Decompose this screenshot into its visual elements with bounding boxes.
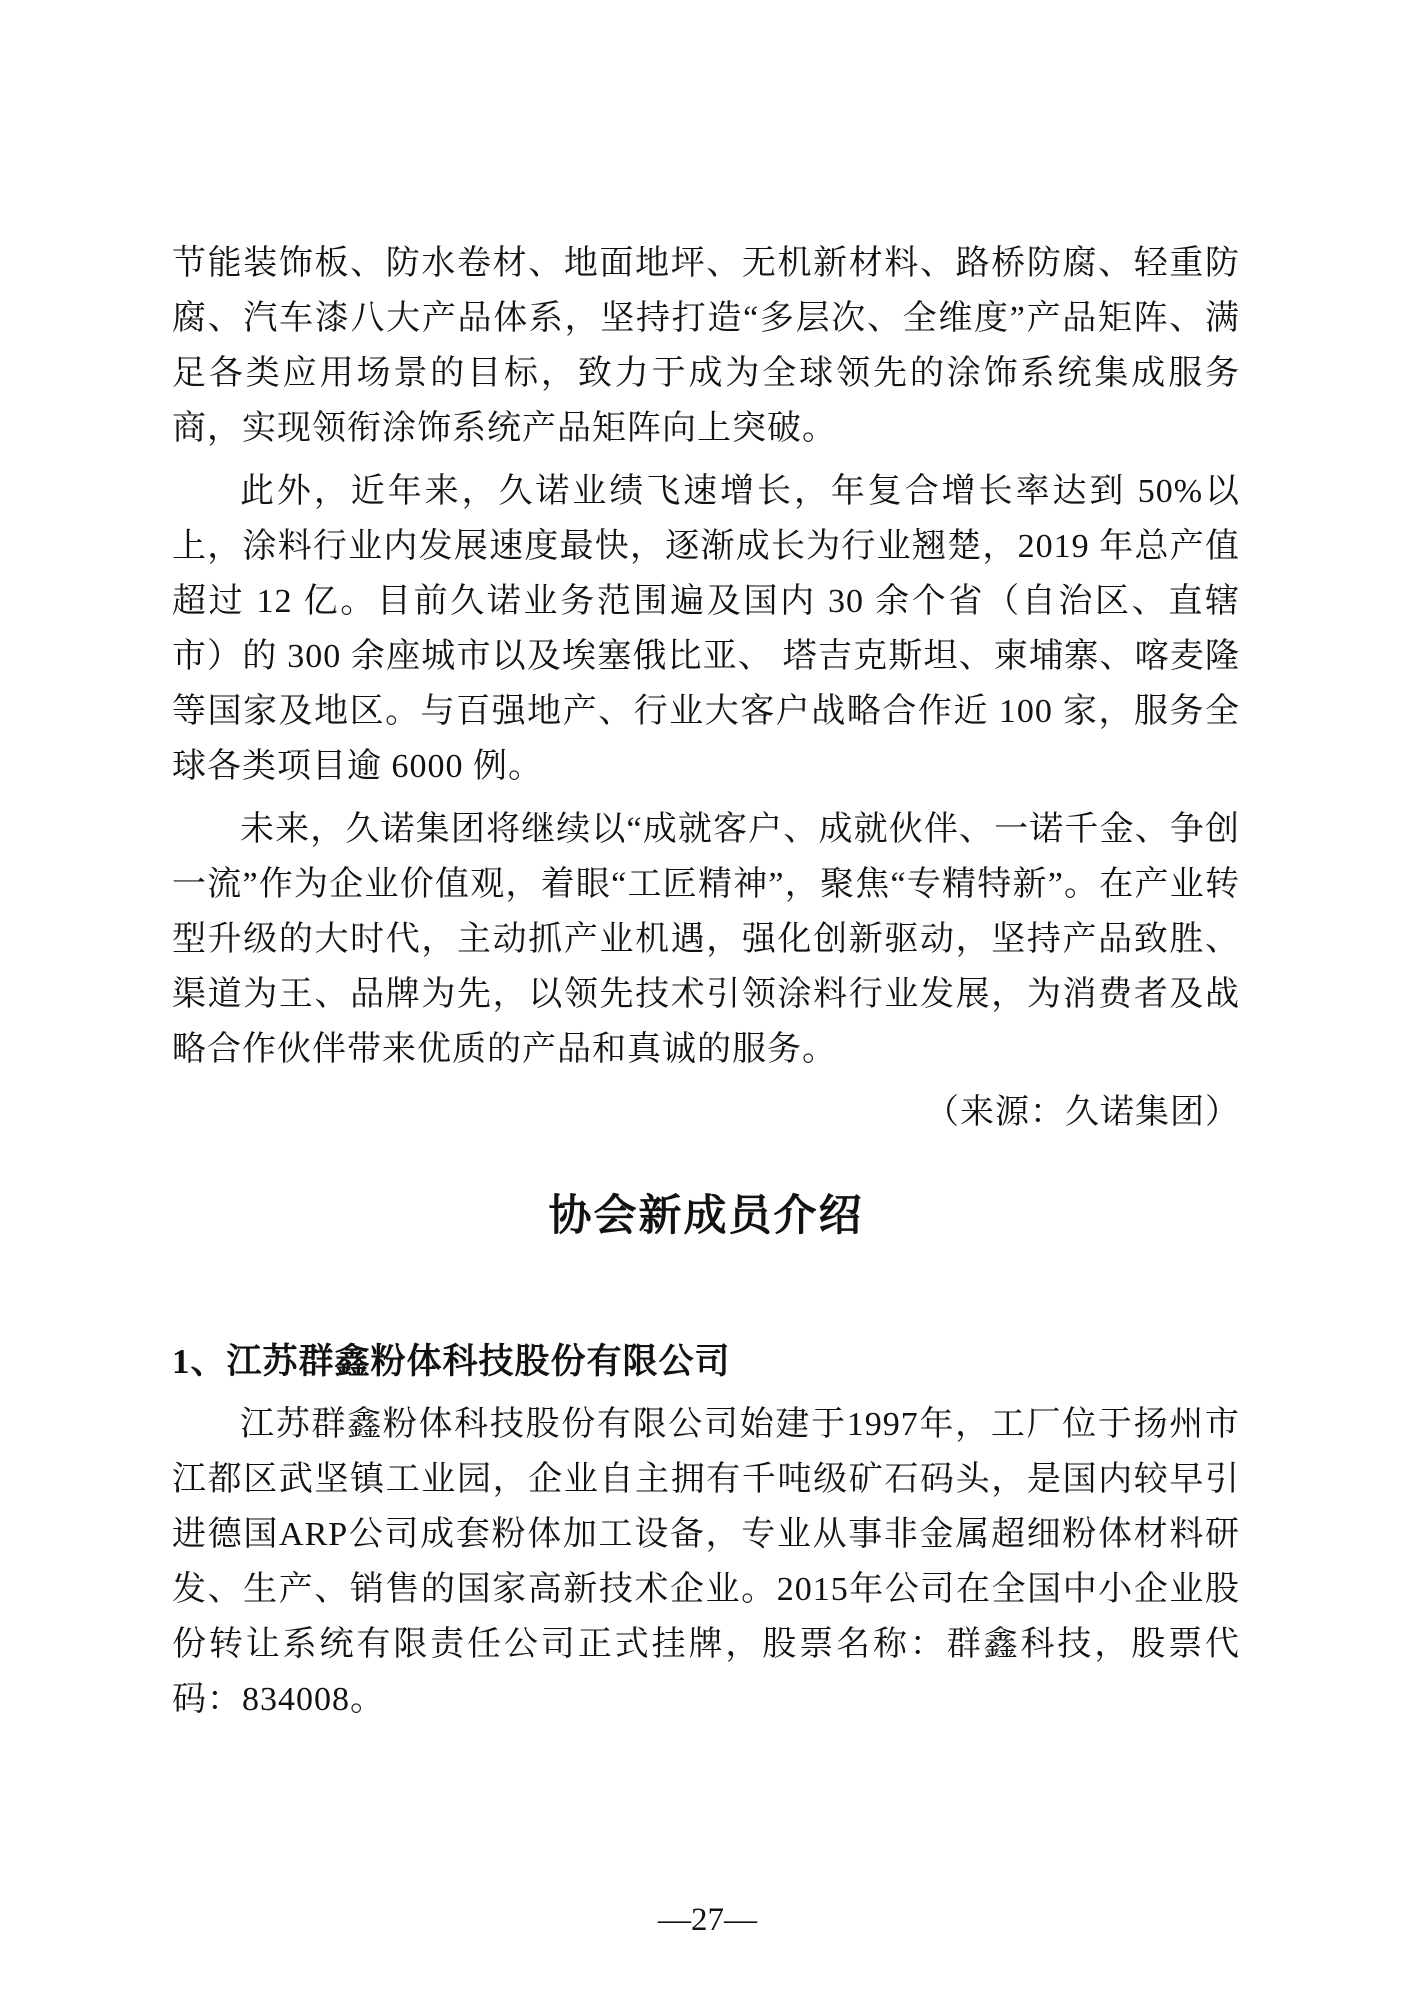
paragraph-company-1-intro: 江苏群鑫粉体科技股份有限公司始建于1997年，工厂位于扬州市江都区武坚镇工业园，企业自主拥有千吨级矿石码头，是国内较早引进德国ARP公司成套粉体加工设备，专业从事非金属超细粉体材料研发、生产、销售的国家高新技术企业。2015年公司在全国中小企业股份转让系统有限责任公司正式挂牌，股票名称：群鑫科技，股票代码：834008。 — [172, 1406, 1240, 1718]
paragraph-growth-stats: 此外，近年来，久诺业绩飞速增长，年复合增长率达到 50%以上，涂料行业内发展速度最快，逐渐成长为行业翘楚，2019 年总产值超过 12 亿。目前久诺业务范围遍及国内 30 余个省（自治区、直辖市）的 300 余座城市以及埃塞俄比亚、 塔吉克斯坦、柬埔寨、喀麦隆等国家及地区。与百强地产、行业大客户战略合作近 100 家，服务全球各类项目逾 6000 例。 — [172, 473, 1240, 785]
subsection-heading-company-1: 1、江苏群鑫粉体科技股份有限公司 — [172, 1342, 731, 1381]
page-number: —27— — [658, 1902, 757, 1938]
paragraph-product-system: 节能装饰板、防水卷材、地面地坪、无机新材料、路桥防腐、轻重防腐、汽车漆八大产品体系，坚持打造“多层次、全维度”产品矩阵、满足各类应用场景的目标，致力于成为全球领先的涂饰系统集成服务商，实现领衔涂饰系统产品矩阵向上突破。 — [172, 245, 1240, 447]
paragraph-future-vision: 未来，久诺集团将继续以“成就客户、成就伙伴、一诺千金、争创一流”作为企业价值观，着眼“工匠精神”，聚焦“专精特新”。在产业转型升级的大时代，主动抓产业机遇，强化创新驱动，坚持产品致胜、渠道为王、品牌为先，以领先技术引领涂料行业发展，为消费者及战略合作伙伴带来优质的产品和真诚的服务。 — [172, 811, 1240, 1068]
section-heading-new-members: 协会新成员介绍 — [548, 1193, 864, 1240]
source-attribution: （来源：久诺集团） — [925, 1094, 1240, 1131]
page-content — [172, 236, 1240, 1735]
